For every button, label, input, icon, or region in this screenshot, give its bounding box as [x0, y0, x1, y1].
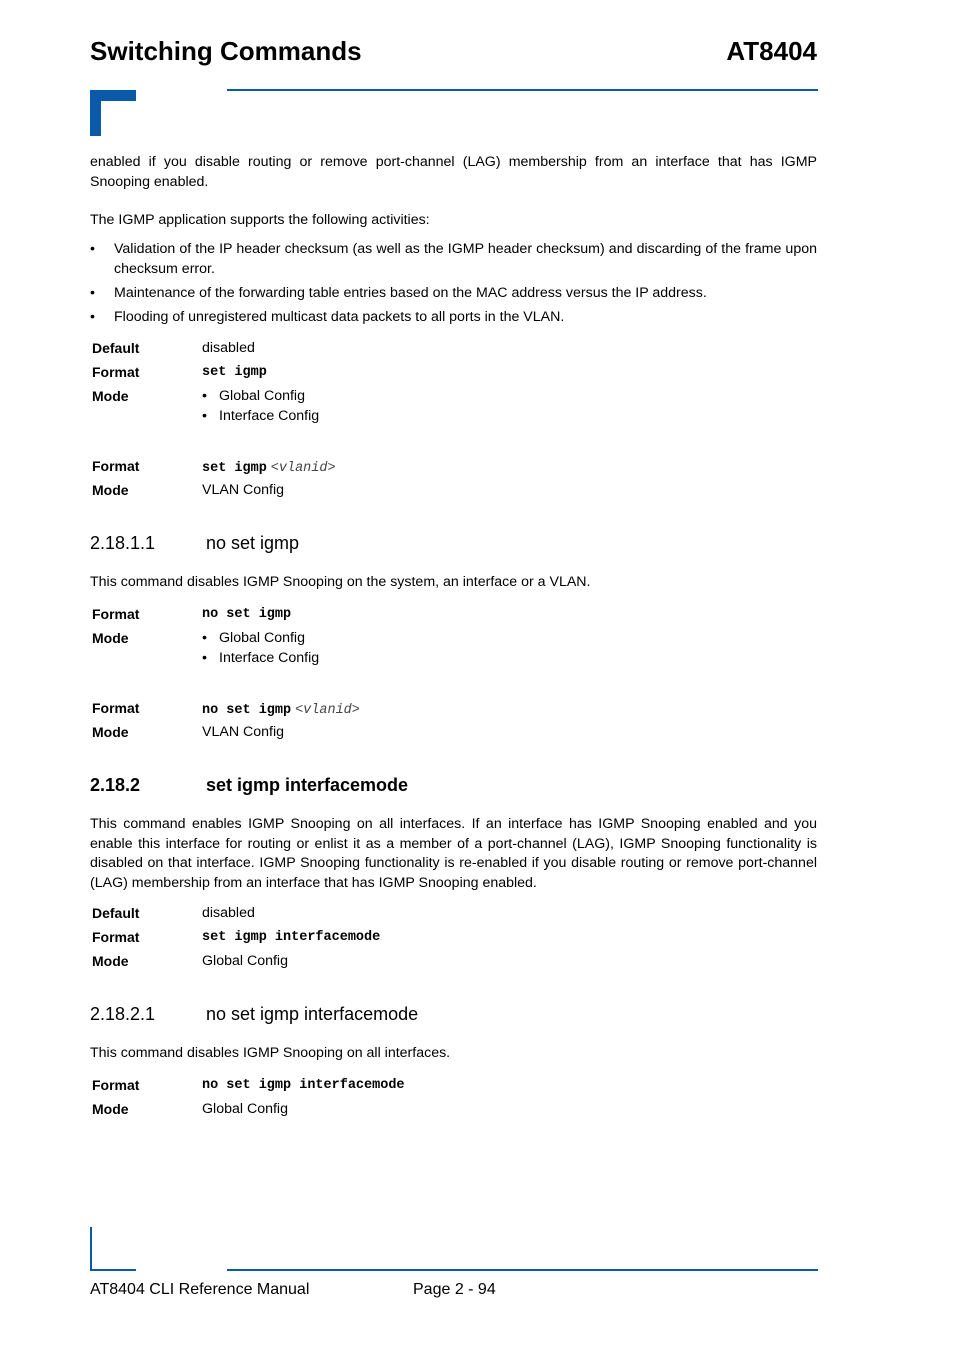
footer-corner-mark: [90, 1227, 92, 1271]
mode-label: Mode: [92, 388, 129, 404]
list-item: • Interface Config: [202, 406, 319, 426]
list-item: • Interface Config: [202, 648, 319, 668]
mode-label: Mode: [92, 482, 129, 498]
section-description: This command enables IGMP Snooping on all interfaces. If an interface has IGMP Snooping enabled and you enable this interface for routing or enlist it as a member of a port-channel (LAG), IGMP Snooping functionality is disabled on that interface. IGMP Snooping functionality is re-enabled if you disable routing or remove port-channel (LAG) membership from an interface that has IGMP Snooping enabled.: [90, 816, 817, 891]
mode-label: Mode: [92, 630, 129, 646]
section-heading-no-set-igmp: [90, 533, 299, 554]
section-number: 2.18.2: [90, 775, 141, 795]
header-product-title: AT8404: [726, 36, 817, 66]
format-command: no set igmp interfacemode: [202, 1078, 405, 1093]
default-value: disabled: [202, 340, 255, 356]
list-item: • Global Config: [202, 386, 319, 406]
list-item: • Global Config: [202, 628, 319, 648]
default-value: disabled: [202, 905, 255, 921]
footer-manual-title: AT8404 CLI Reference Manual: [90, 1281, 310, 1298]
mode-list: [202, 386, 319, 426]
section-title: no set igmp interfacemode: [206, 1004, 419, 1024]
section-title: set igmp interfacemode: [206, 775, 409, 795]
mode-list: [202, 628, 319, 668]
command-argument: <vlanid>: [270, 461, 336, 476]
default-label: Default: [92, 340, 140, 356]
mode-value: Global Config: [202, 1101, 288, 1117]
format-command: set igmp: [202, 365, 267, 380]
mode-value: Global Config: [202, 953, 288, 969]
mode-value: VLAN Config: [202, 724, 285, 740]
section-heading-no-interfacemode: [90, 1004, 418, 1025]
section-description: This command disables IGMP Snooping on the system, an interface or a VLAN.: [90, 574, 591, 590]
section-title: no set igmp: [206, 533, 300, 553]
list-item: • Validation of the IP header checksum (as well as the IGMP header checksum) and discarding of the frame upon checksum error.: [90, 240, 817, 279]
command-text: set igmp: [202, 461, 267, 476]
section-heading-interfacemode: [90, 775, 408, 796]
intro-continuation: enabled if you disable routing or remove port-channel (LAG) membership from an interface that has IGMP Snooping enabled.: [90, 154, 817, 190]
footer-corner-mark-horizontal: [90, 1269, 136, 1271]
activities-list: [90, 240, 817, 332]
header-corner-mark-vertical: [90, 90, 101, 136]
command-text: no set igmp: [202, 703, 292, 718]
command-argument: <vlanid>: [295, 703, 360, 718]
default-label: Default: [92, 905, 140, 921]
activities-lead: The IGMP application supports the following activities:: [90, 212, 430, 228]
format-command-vlan: [202, 701, 360, 718]
format-command-vlan: [202, 459, 336, 476]
list-item: • Maintenance of the forwarding table entries based on the MAC address versus the IP address.: [90, 284, 817, 304]
format-label: Format: [92, 364, 140, 380]
section-number: 2.18.2.1: [90, 1004, 156, 1024]
format-label: Format: [92, 606, 140, 622]
format-command: set igmp interfacemode: [202, 930, 381, 945]
mode-value: VLAN Config: [202, 482, 285, 498]
format-label: Format: [92, 700, 140, 716]
footer-page-number: Page 2 - 94: [413, 1281, 496, 1298]
format-label: Format: [92, 1077, 140, 1093]
format-command: no set igmp: [202, 607, 292, 622]
section-description: This command disables IGMP Snooping on all interfaces.: [90, 1045, 451, 1061]
section-number: 2.18.1.1: [90, 533, 156, 553]
footer-rule: [227, 1269, 818, 1271]
format-label: Format: [92, 929, 140, 945]
list-item: • Flooding of unregistered multicast data packets to all ports in the VLAN.: [90, 308, 817, 328]
mode-label: Mode: [92, 953, 129, 969]
mode-label: Mode: [92, 1101, 129, 1117]
header-rule: [227, 89, 818, 91]
header-section-title: Switching Commands: [90, 36, 362, 66]
mode-label: Mode: [92, 724, 129, 740]
format-label: Format: [92, 458, 140, 474]
